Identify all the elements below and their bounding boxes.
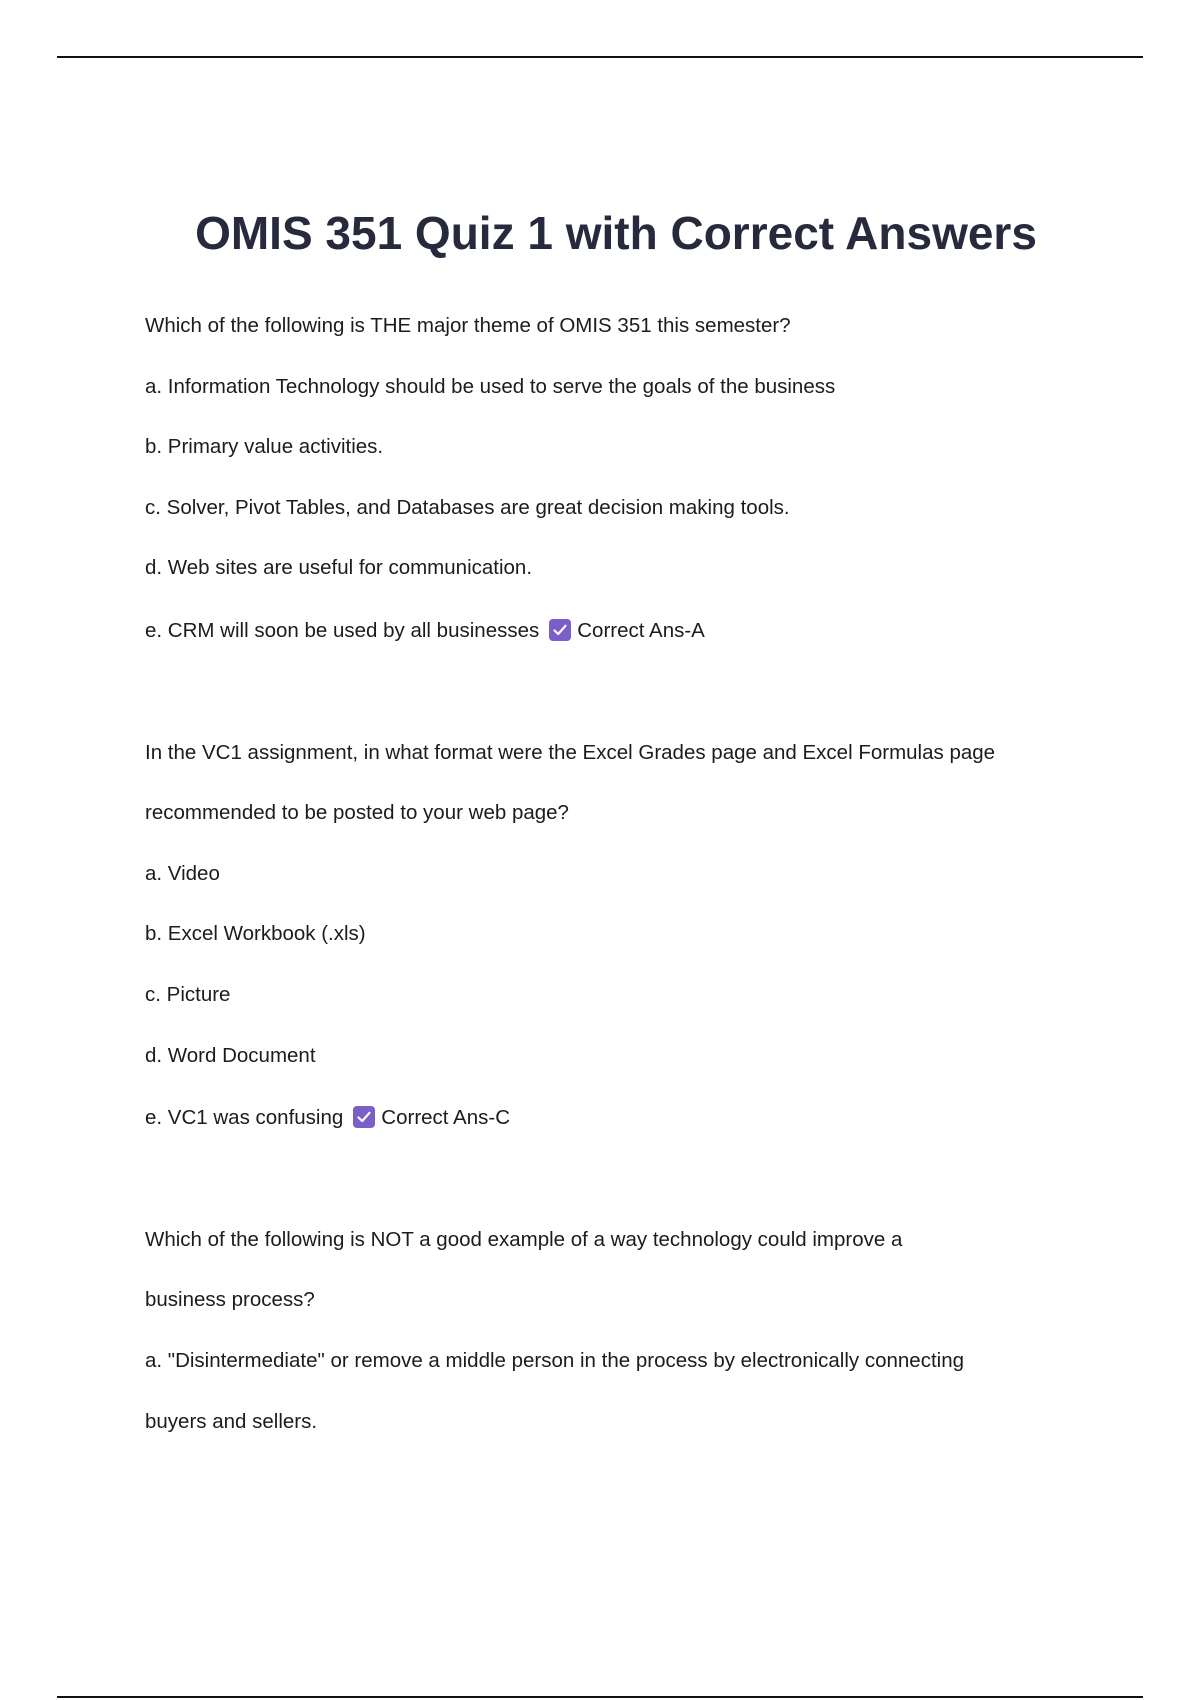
question-1-option-b: b. Primary value activities.	[145, 435, 384, 459]
bottom-rule	[57, 1696, 1143, 1698]
question-1-correct-answer: Correct Ans-A	[577, 618, 705, 642]
question-2-option-b: b. Excel Workbook (.xls)	[145, 922, 366, 946]
question-3-text-line-1: Which of the following is NOT a good example of a way technology could improve a	[145, 1227, 903, 1251]
question-3	[145, 1225, 1105, 1437]
question-3-text-line-2: business process?	[145, 1288, 315, 1312]
question-3-option-a: a. "Disintermediate" or remove a middle person in the process by electronically connecting	[145, 1348, 965, 1372]
question-3-option-a-continued: buyers and sellers.	[145, 1409, 318, 1433]
question-2-option-c: c. Picture	[145, 982, 231, 1006]
question-1-option-d: d. Web sites are useful for communication.	[145, 556, 533, 580]
quiz-content	[145, 311, 1105, 1467]
question-2-text-line-1: In the VC1 assignment, in what format were the Excel Grades page and Excel Formulas page	[145, 740, 996, 764]
question-1-option-e-row	[145, 614, 1105, 648]
question-2-correct-answer: Correct Ans-C	[381, 1106, 511, 1130]
checkbox-checked-icon	[549, 619, 571, 641]
question-2-option-e-row	[145, 1101, 1105, 1135]
question-2-option-d: d. Word Document	[145, 1043, 316, 1067]
question-1-option-a: a. Information Technology should be used to serve the goals of the business	[145, 374, 836, 398]
question-1-option-e: e. CRM will soon be used by all businesses	[145, 618, 540, 642]
page-title: OMIS 351 Quiz 1 with Correct Answers	[195, 207, 1037, 259]
question-2-option-a: a. Video	[145, 861, 220, 885]
question-2-option-e: e. VC1 was confusing	[145, 1106, 344, 1130]
question-2-text-line-2: recommended to be posted to your web page?	[145, 801, 569, 825]
question-2	[145, 738, 1105, 1136]
question-1-text: Which of the following is THE major theme of OMIS 351 this semester?	[145, 314, 791, 337]
checkbox-checked-icon	[353, 1106, 375, 1128]
top-rule	[57, 56, 1143, 58]
question-1-option-c: c. Solver, Pivot Tables, and Databases are great decision making tools.	[145, 495, 790, 519]
question-1	[145, 311, 1105, 648]
